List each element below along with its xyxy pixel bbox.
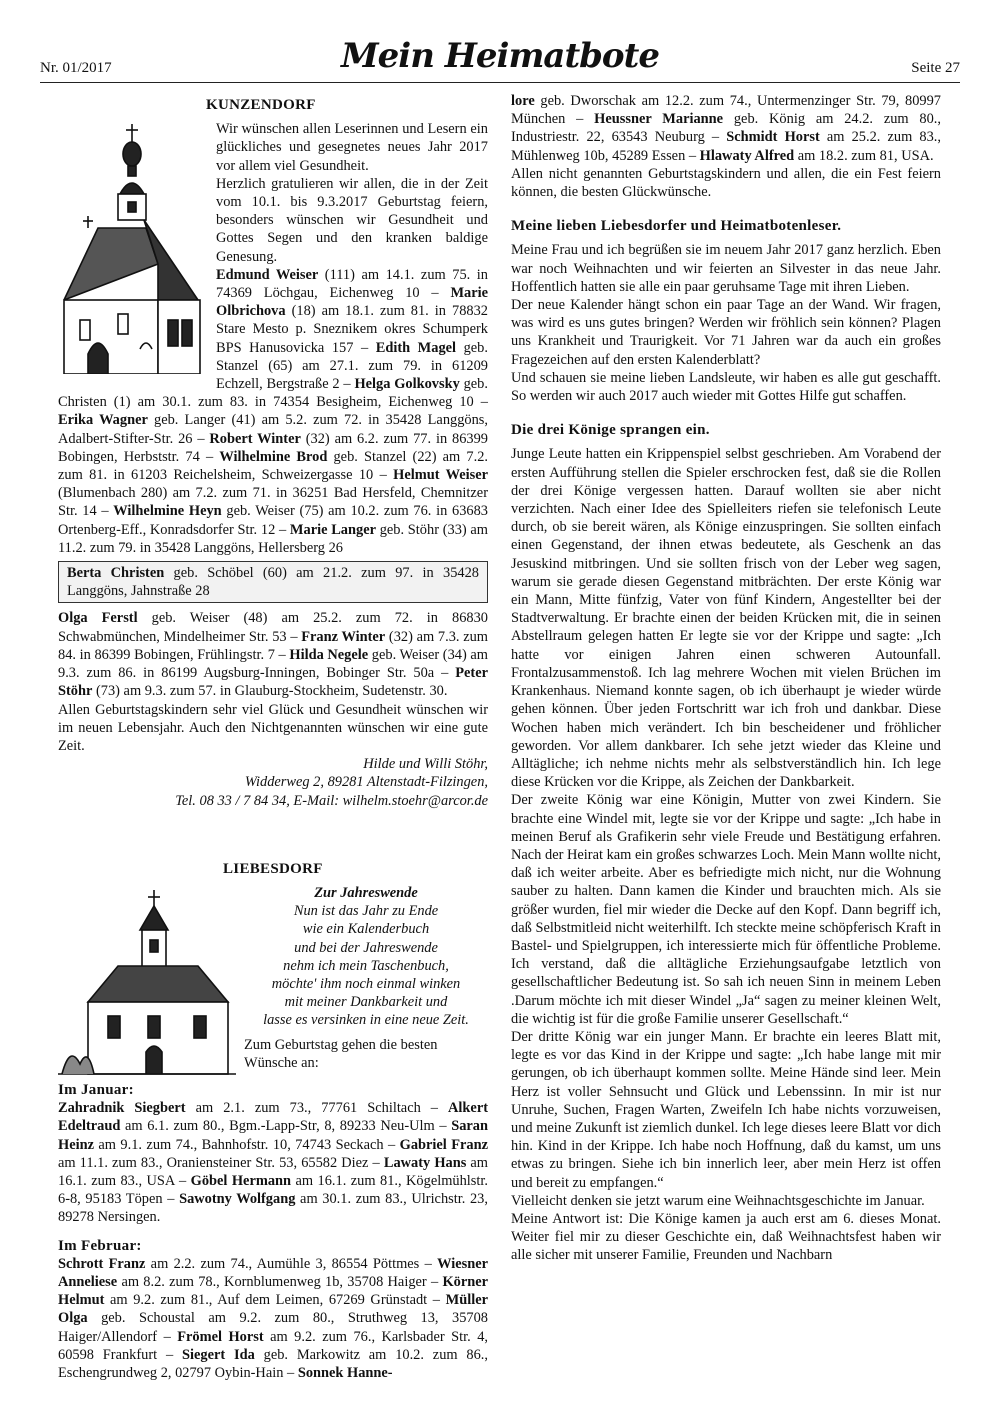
- poem-line-3: und bei der Jahreswende: [294, 939, 438, 956]
- story-paragraph-2: Der zweite König war eine Königin, Mutter von zwei Kindern. Sie brachte eine Windel mit, legte sie vor der Krippe und sagte: „Ich habe in meinen Beruf als Grafikerin sehr viele Freude und Bestätigung erfahren. Nach der Heirat kam ein großes schwarzes Loch. Mein Mann wollte nicht, daß ich weiter arbeite. Aber es befriedigte mich nicht, nur die Wohnung sauber zu halten. Dann kamen die Kinder und brauchten mich. Als sie größer wurden, fiel mir wieder die Decke auf den Kopf. Dann begriff ich, daß Selbstmitleid nicht weiterhilft. Ich steckte meine schöpferisch Kraft in Bastel- und Spielgruppen, ich interessierte mich für öffentliche Probleme. Ich verstand, daß die alltägliche Erziehungsaufgabe letztlich von gesellschaftlicher Bedeutung ist. So sah ich neuen Sinn in meinem Leben .Darum möchte ich mit dieser Windel „Ja“ sagen zu meiner kleinen Welt, die wichtig ist für die große Familie unserer Gesellschaft.“: [511, 792, 941, 1027]
- january-heading: Im Januar:: [58, 1081, 134, 1098]
- page-header: [40, 36, 960, 83]
- story-paragraph-3: Der dritte König war ein junger Mann. Er brachte ein leeres Blatt mit, legte es vor das Kind in der Krippe und sagte: „Ich habe lange mit mir gerungen, ob ich überhaupt kommen sollte. Meine Hände sind leer. Mein Herz ist voller Sehnsucht und Glück und Lebenssinn. In mir ist nur Unruhe, Suchen, Fragen Warten, Zweifeln Ich habe nichts vorzuweisen, und meine Zukunft ist ziemlich dunkel. Ich lege dieses leere Blatt vor dich hin. Kind in der Krippe. Ich habe noch Hoffnung, daß du kamst, um uns etwas zu bringen. Siehe ich bin innerlich leer, aber mein Herz ist offen und bereit zu empfangen.“: [511, 1028, 941, 1191]
- poem-line-2: wie ein Kalenderbuch: [302, 921, 430, 938]
- story-paragraph-1: Junge Leute hatten ein Krippenspiel selbst geschrieben. Am Vorabend der ersten Aufführung stellen die Spieler erschrocken fest, daß sie die Rollen der drei Könige vergessen hatten. Darauf wollten sie aber nicht verzichten. Nach einer Idee des Spielleiters riefen sie telefonisch Leute durch, ob sie bereit wären, als Könige einzuspringen. Sie sollten einfach einen Gegenstand, der ihnen etwas bedeutete, als Geschenk an das Jesuskind mitbringen. Und sie sollten frisch von der Leber weg sagen, warum sie gerade diesen Gegenstand mitbrächten. Der erste König war ein Mann, Mitte fünfzig, Vater von fünf Kindern, Angestellter bei der Stadtverwaltung. Er brachte einen der beiden Krücken mit, die in seinen Abstellraum gelegen hatten Er legte sie vor der Krippe und sagte: „Ich hatte vor einigen Jahren einen schweren Autounfall. Frontalzusammenstoß. Ich lag mehrere Wochen mit vielen Brüchen im Krankenhaus. Niemand konnte sagen, ob ich überhaupt je wieder würde gehen können. Über jeden Fortschritt war ich froh und dankbar. Diese Wochen haben mich verändert. Ich bin bescheidener und fröhlicher geworden. Vor allem dankbarer. Ich sehe jetzt wieder das Kleine und Alltägliche; ich nehme nichts mehr als selbstverständlich hin. Ich lege diese Krücken vor die Krippe, als Zeichen der Dankbarkeit.: [511, 446, 941, 791]
- liebesdorf-intro: Zum Geburtstag gehen die besten Wünsche an:: [244, 1036, 438, 1071]
- left-column: [58, 92, 488, 1382]
- kunzendorf-birthday-list: Edmund Weiser (111) am 14.1. zum 75. in 74369 Löchgau, Eichenweg 10 – Marie Olbrichova (18) am 18.1. zum 81. in 78832 Stare Mesto p. Sneznikem okres Schumperk BPS Hanusovicka 157 – Edith Magel geb. Stanzel (65) am 27.1. zum 79. in 61209 Echzell, Bergstraße 2 – Helga Golkovsky geb. Christen (1) am 30.1. zum 83. in 74354 Besigheim, Eichenweg 10 – Erika Wagner geb. Langer (41) am 5.2. zum 72. in 35428 Langgöns, Adalbert-Stifter-Str. 26 – Robert Winter (32) am 6.2. zum 77. in 86399 Bobingen, Herbststr. 74 – Wilhelmine Brod geb. Stanzel (22) am 7.2. zum 81. in 61203 Reichelsheim, Schweizergasse 10 – Helmut Weiser (Blumenbach 280) am 7.2. zum 71. in 36251 Bad Hersfeld, Chemnitzer Str. 14 – Wilhelmine Heyn geb. Weiser (75) am 10.2. zum 76. in 63683 Ortenberg-Eff., Konradsdorfer Str. 12 – Marie Langer geb. Stöhr (33) am 11.2. zum 79. in 35428 Langgöns, Hellersberg 26: [58, 266, 488, 556]
- page-number: Seite 27: [911, 60, 960, 76]
- liebesdorf-wishes: Allen nicht genannten Geburtstagskindern und allen, die ein Fest feiern können, die besten Glückwünsche.: [511, 165, 941, 201]
- highlight-box-berta-christen: Berta Christen geb. Schöbel (60) am 21.2. zum 97. in 35428 Langgöns, Jahnstraße 28: [58, 561, 488, 603]
- issue-number: Nr. 01/2017: [40, 60, 112, 76]
- letter-heading: Meine lieben Liebesdorfer und Heimatbotenleser.: [511, 218, 842, 235]
- poem-line-7: lasse es versinken in eine neue Zeit.: [263, 1012, 469, 1029]
- story-heading: Die drei Könige sprangen ein.: [511, 422, 710, 439]
- kunzendorf-signature-address: Widderweg 2, 89281 Altenstadt-Filzingen,: [244, 774, 488, 791]
- february-heading: Im Februar:: [58, 1237, 142, 1254]
- kunzendorf-greeting: Wir wünschen allen Leserinnen und Lesern ein glückliches und gesegnetes neues Jahr 2017 vor allem viel Gesundheit.: [216, 121, 488, 174]
- kunzendorf-closing: Allen Geburtstagskindern sehr viel Glück und Gesundheit wünschen wir im neuen Lebensjahr. Auch den Nichtgenannten wünschen wir eine gute Zeit.: [58, 701, 488, 754]
- section-title-liebesdorf: LIEBESDORF: [223, 860, 323, 877]
- february-birthday-list-continued: lore geb. Dworschak am 12.2. zum 74., Untermenzinger Str. 79, 80997 München – Heussner Marianne geb. König am 24.2. zum 80., Industriestr. 22, 63543 Neuburg – Schmidt Horst am 25.2. zum 83., Mühlenweg 10b, 45289 Essen – Hlawaty Alfred am 18.2. zum 81, USA.: [511, 93, 941, 164]
- poem-line-5: möchte' ihm noch einmal winken: [271, 975, 461, 992]
- january-birthday-list: Zahradnik Siegbert am 2.1. zum 73., 77761 Schiltach – Alkert Edeltraud am 6.1. zum 80., Bgm.-Lapp-Str, 8, 89233 Neu-Ulm – Saran Heinz am 9.1. zum 74., Bahnhofstr. 10, 74743 Seckach – Gabriel Franz am 11.1. zum 83., Oraniensteiner Str. 53, 65582 Diez – Lawaty Hans am 16.1. zum 83., USA – Göbel Hermann am 16.1. zum 81., Kögelmühlstr. 6-8, 95183 Töpen – Sawotny Wolfgang am 30.1. zum 83., Ulrichstr. 23, 89278 Nersingen.: [58, 1100, 488, 1226]
- masthead-logo: Mein Heimatbote: [341, 36, 659, 76]
- kunzendorf-congrats: Herzlich gratulieren wir allen, die in der Zeit vom 10.1. bis 9.3.2017 Geburtstag feiern, besonders wünschen wir Gesundheit und Gottes Segen und den kranken baldige Genesung.: [216, 175, 488, 265]
- kunzendorf-signature-name: Hilde und Willi Stöhr,: [363, 756, 488, 773]
- kunzendorf-signature-contact: Tel. 08 33 / 7 84 34, E-Mail: wilhelm.stoehr@arcor.de: [175, 792, 488, 809]
- poem-title: Zur Jahreswende: [314, 884, 418, 901]
- story-paragraph-5: Meine Antwort ist: Die Könige kamen ja auch erst am 6. dieses Monat. Weiter fiel mir zu dieser Geschichte ein, daß Weihnachtsfest haben wir alle sicher mit unserer Familie, Freunden und Nachbarn: [511, 1210, 941, 1264]
- story-paragraph-4: Vielleicht denken sie jetzt warum eine Weihnachtsgeschichte im Januar.: [511, 1192, 925, 1209]
- church-liebesdorf-illustration: [58, 890, 236, 1075]
- church-kunzendorf-illustration: [58, 124, 206, 374]
- kunzendorf-birthday-list-2: Olga Ferstl geb. Weiser (48) am 25.2. zum 72. in 86830 Schwabmünchen, Mindelheimer Str. 53 – Franz Winter (32) am 7.3. zum 84. in 86399 Bobingen, Frühlingstr. 7 – Hilda Negele geb. Weiser (34) am 9.3. zum 86. in 86199 Augsburg-Inningen, Bobinger Str. 50a – Peter Stöhr (73) am 9.3. zum 57. in Glauburg-Stockheim, Sudetenstr. 30.: [58, 610, 489, 700]
- letter-paragraph-3: Und schauen sie meine lieben Landsleute, wir haben es alle gut geschafft. So werden wir auch 2017 auch wieder mit Gottes Hilfe gut schaffen.: [511, 369, 941, 405]
- right-column: [511, 92, 941, 1265]
- february-birthday-list: Schrott Franz am 2.2. zum 74., Aumühle 3, 86554 Pöttmes – Wiesner Anneliese am 8.2. zum 78., Kornblumenweg 1b, 35708 Haiger – Körner Helmut am 9.2. zum 81., Auf dem Leimen, 67269 Grünstadt – Müller Olga geb. Schoustal am 9.2. zum 80., Struthweg 13, 35708 Haiger/Allendorf – Frömel Horst am 9.2. zum 76., Karlsbader Str. 4, 60598 Frankfurt – Siegert Ida geb. Markowitz am 10.2. zum 86., Eschengrundweg 2, 02797 Oybin-Hain – Sonnek Hanne-: [58, 1255, 488, 1381]
- section-title-kunzendorf: KUNZENDORF: [206, 97, 316, 113]
- poem-line-4: nehm ich mein Taschenbuch,: [283, 957, 449, 974]
- poem-line-1: Nun ist das Jahr zu Ende: [293, 903, 439, 920]
- letter-paragraph-2: Der neue Kalender hängt schon ein paar Tage an der Wand. Wir fragen, was wird es uns gutes bringen? Werden wir fröhlich sein können? Plagen uns Krankheit und Traurigkeit. Vor 71 Jahren war da auch ein großes Fragezeichen auf den ersten Kalenderblatt?: [511, 297, 941, 368]
- poem-line-6: mit meiner Dankbarkeit und: [284, 994, 448, 1011]
- letter-paragraph-1: Meine Frau und ich begrüßen sie im neuem Jahr 2017 ganz herzlich. Eben war noch Weihnachten und wir feierten an Silvester in das neue Jahr. Hoffentlich hatten sie alle ein paar geruhsame Tage mit ihren Lieben.: [511, 242, 941, 295]
